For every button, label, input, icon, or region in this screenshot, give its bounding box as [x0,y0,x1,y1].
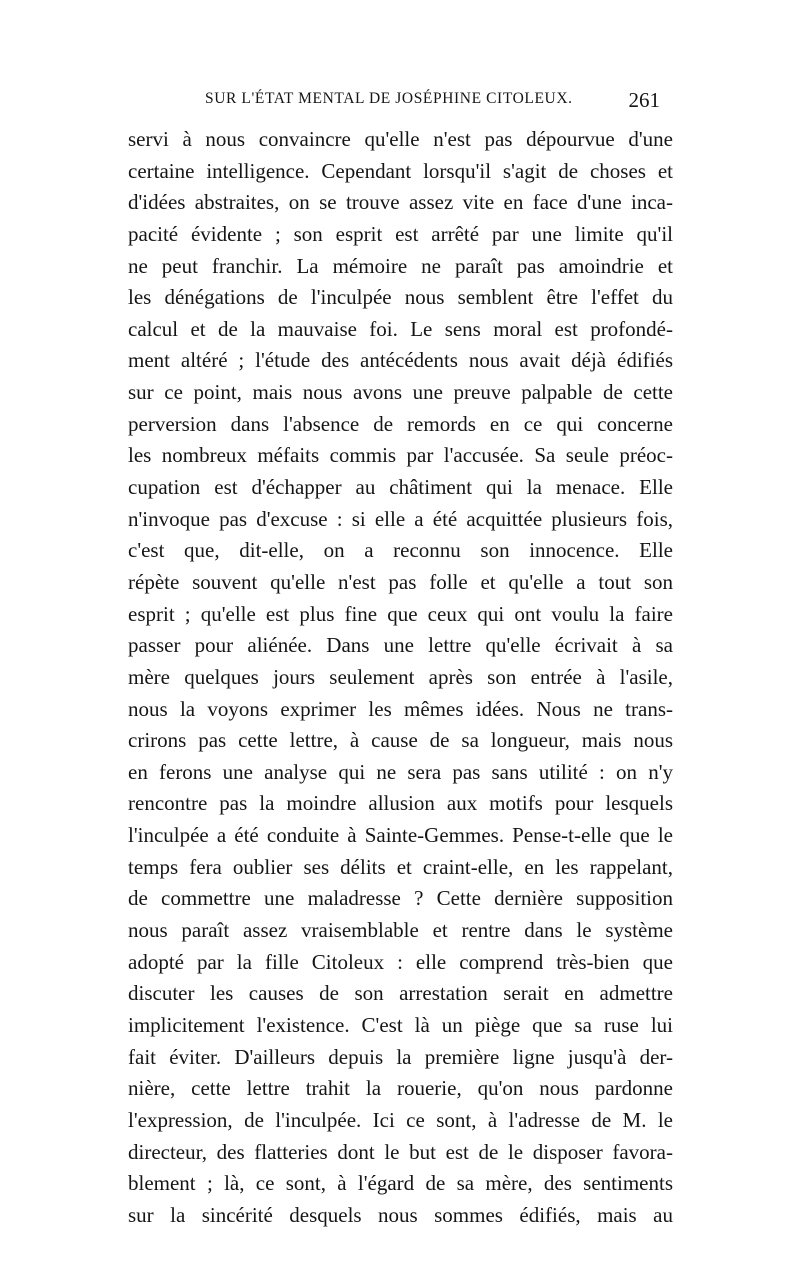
text-line: blement ; là, ce sont, à l'égard de sa mère, des sentiments [128,1171,673,1196]
text-line: calcul et de la mauvaise foi. Le sens moral est profondé- [128,316,673,341]
text-line: répète souvent qu'elle n'est pas folle et qu'elle a tout son [128,569,673,594]
body-text [128,124,673,1231]
text-line: temps fera oublier ses délits et craint-elle, en les rappelant, [128,854,673,879]
text-line: cupation est d'échapper au châtiment qui la menace. Elle [128,475,673,500]
text-line: discuter les causes de son arrestation serait en admettre [128,981,673,1006]
text-line: en ferons une analyse qui ne sera pas sans utilité : on n'y [128,759,673,784]
text-line: perversion dans l'absence de remords en ce qui concerne [128,411,673,436]
text-line: les dénégations de l'inculpée nous semblent être l'effet du [128,285,673,310]
text-line: nous la voyons exprimer les mêmes idées. Nous ne trans- [128,696,673,721]
text-line: crirons pas cette lettre, à cause de sa longueur, mais nous [128,728,673,753]
text-line: c'est que, dit-elle, on a reconnu son innocence. Elle [128,538,673,563]
text-line: fait éviter. D'ailleurs depuis la première ligne jusqu'à der- [128,1044,673,1069]
page-number: 261 [628,88,660,112]
text-line: n'invoque pas d'excuse : si elle a été acquittée plusieurs fois, [128,506,673,531]
text-line: rencontre pas la moindre allusion aux motifs pour lesquels [128,791,673,816]
text-line: directeur, des flatteries dont le but est de le disposer favora- [128,1139,673,1164]
running-title: SUR L'ÉTAT MENTAL DE JOSÉPHINE CITOLEUX. [205,90,573,107]
text-line: l'expression, de l'inculpée. Ici ce sont, à l'adresse de M. le [128,1107,673,1132]
text-line: d'idées abstraites, on se trouve assez vite en face d'une inca- [128,190,673,215]
text-line: implicitement l'existence. C'est là un piège que sa ruse lui [128,1012,673,1037]
text-line: servi à nous convaincre qu'elle n'est pas dépourvue d'une [128,127,673,151]
text-line: ne peut franchir. La mémoire ne paraît pas amoindrie et [128,253,673,278]
text-line: sur ce point, mais nous avons une preuve palpable de cette [128,380,673,405]
text-line: adopté par la fille Citoleux : elle comprend très-bien que [128,949,673,974]
text-line: nous paraît assez vraisemblable et rentre dans le système [128,918,673,943]
text-line: pacité évidente ; son esprit est arrêté par une limite qu'il [128,221,673,246]
text-line: passer pour aliénée. Dans une lettre qu'elle écrivait à sa [128,633,673,658]
running-head [195,88,660,112]
text-line: l'inculpée a été conduite à Sainte-Gemmes. Pense-t-elle que le [128,823,673,848]
text-line: les nombreux méfaits commis par l'accusée. Sa seule préoc- [128,443,673,468]
text-line: sur la sincérité desquels nous sommes édifiés, mais au [128,1202,673,1227]
text-line: nière, cette lettre trahit la rouerie, qu'on nous pardonne [128,1076,673,1101]
text-line: mère quelques jours seulement après son entrée à l'asile, [128,664,673,689]
text-line: certaine intelligence. Cependant lorsqu'il s'agit de choses et [128,158,673,183]
text-line: esprit ; qu'elle est plus fine que ceux qui ont voulu la faire [128,601,673,626]
text-line: ment altéré ; l'étude des antécédents nous avait déjà édifiés [128,348,673,373]
text-line: de commettre une maladresse ? Cette dernière supposition [128,886,673,911]
